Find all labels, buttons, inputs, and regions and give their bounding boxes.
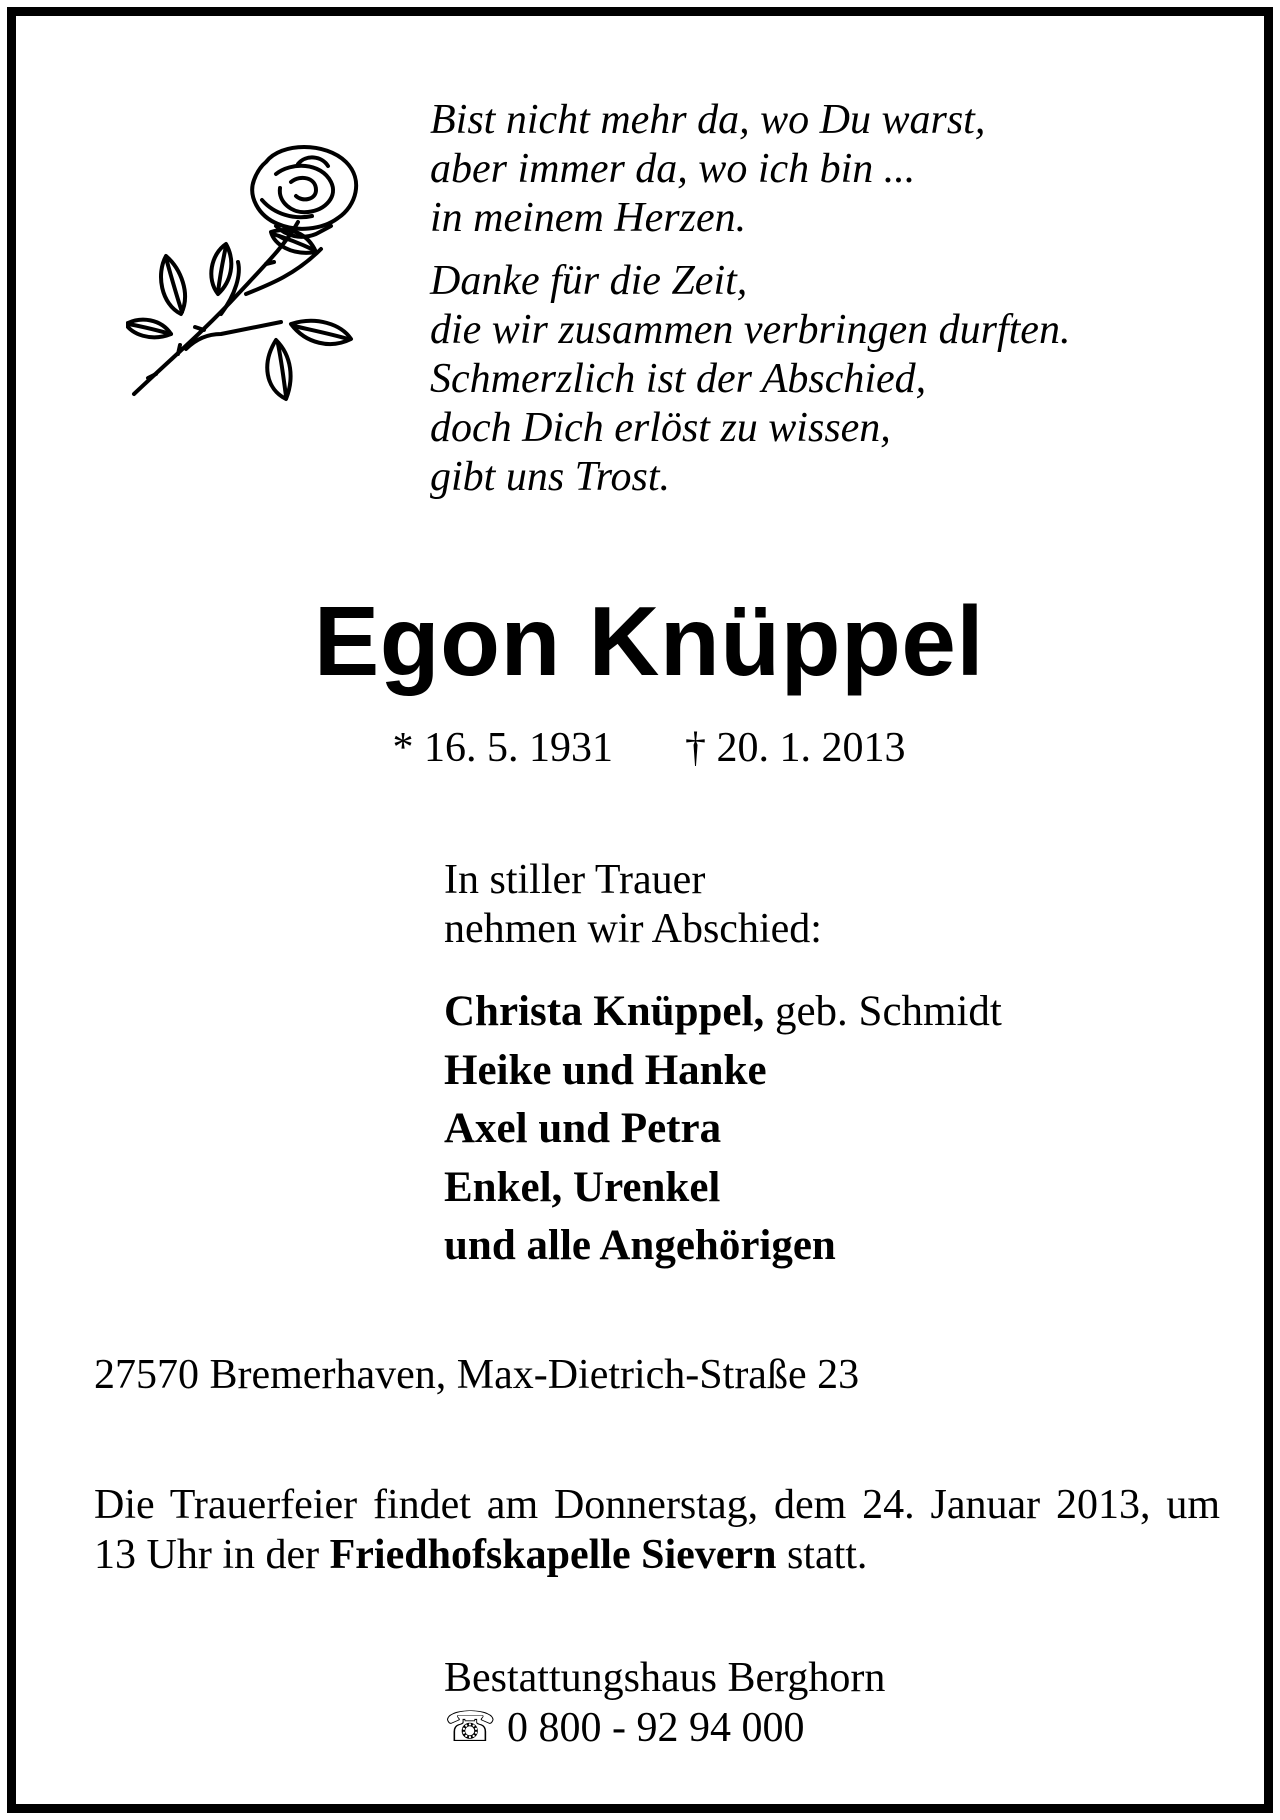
telephone-icon: ☏ [444,1705,508,1751]
service-text-end: statt. [776,1532,868,1578]
widow-name: Christa Knüppel, [444,988,765,1035]
poem-line: doch Dich erlöst zu wissen, [430,405,891,451]
mourning-line: nehmen wir Abschied: [444,906,822,952]
family-member [444,1217,1002,1276]
family-member [444,1159,1002,1218]
family-member [444,1042,1002,1101]
birth-date: * 16. 5. 1931 [392,725,613,771]
family-member [444,1100,1002,1159]
undertaker-phone-line [444,1703,885,1753]
family-member-name: Enkel, Urenkel [444,1163,721,1211]
poem-line: Schmerzlich ist der Abschied, [430,356,927,402]
poem-line: in meinem Herzen. [430,195,747,241]
obituary-notice [7,7,1273,1813]
poem-stanza [430,96,1070,243]
service-text: Die Trauerfeier findet am Donnerstag, dem 24. Januar 2013, um 13 Uhr in der [94,1482,1220,1578]
poem-line: die wir zusammen verbringen durften. [430,307,1071,353]
address: 27570 Bremerhaven, Max-Dietrich-Straße 23 [94,1352,860,1398]
undertaker-name: Bestattungshaus Berghorn [444,1655,886,1701]
mourning-line: In stiller Trauer [444,857,706,903]
poem-line: aber immer da, wo ich bin ... [430,146,916,192]
family-member-name: Heike und Hanke [444,1046,767,1094]
maiden-name: geb. Schmidt [764,988,1002,1035]
death-date: † 20. 1. 2013 [685,725,906,771]
poem-line: Danke für die Zeit, [430,258,748,304]
deceased-name: Egon Knüppel [313,586,985,696]
poem-line: Bist nicht mehr da, wo Du warst, [430,97,986,143]
family-member-name: Axel und Petra [444,1105,722,1152]
poem [430,96,1070,516]
undertaker [444,1653,885,1753]
family-list [444,983,1002,1276]
service-place: Friedhofskapelle Sievern [329,1532,777,1578]
life-dates [16,723,1280,773]
poem-stanza [430,257,1070,502]
undertaker-phone: 0 800 - 92 94 000 [507,1705,805,1751]
family-member-widow [444,983,1002,1042]
mourning-text [444,856,822,954]
poem-line: gibt uns Trost. [430,454,671,500]
rose-icon [126,144,366,409]
family-member-name: und alle Angehörigen [444,1222,836,1269]
funeral-service-info [94,1480,1220,1580]
